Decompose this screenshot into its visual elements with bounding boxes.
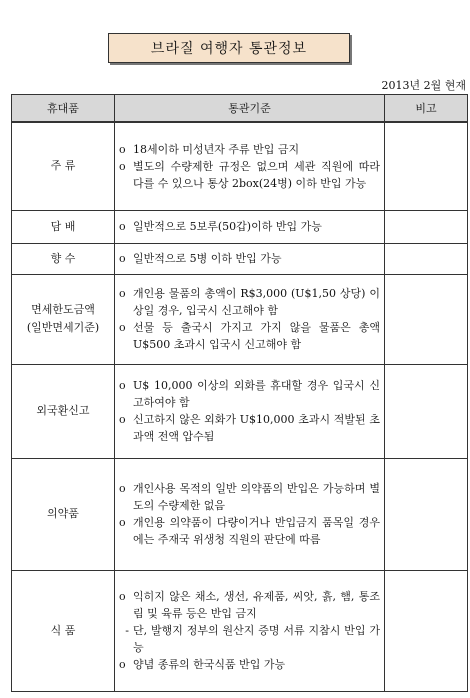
- criteria-cell: [115, 274, 385, 364]
- item-text: 개인용 의약품이 다량이거나 반입금지 품목일 경우에는 주재국 위생청 직원의 판단에 따름: [133, 516, 380, 546]
- notes-cell: [385, 210, 468, 243]
- bullet-marker: o: [119, 658, 126, 671]
- category-cell: [12, 243, 115, 274]
- category-cell: [12, 122, 115, 210]
- category-label: 향 수: [50, 251, 76, 265]
- dash-marker: -: [125, 624, 129, 637]
- bullet-item: [119, 218, 380, 235]
- notes-cell: [385, 570, 468, 691]
- header-items: 휴대품: [12, 95, 115, 123]
- bullet-marker: o: [119, 413, 126, 426]
- criteria-cell: [115, 243, 385, 274]
- bullet-marker: o: [119, 252, 126, 265]
- page-title-box: [108, 33, 350, 63]
- item-text: 별도의 수량제한 규정은 없으며 세관 직원에 따라 다를 수 있으나 통상 2box(24병) 이하 반입 가능: [133, 159, 380, 190]
- category-label: 면세한도금액: [31, 303, 95, 316]
- item-text: 개인사용 목적의 일반 의약품의 반입은 가능하며 별도의 수량제한 없음: [133, 482, 380, 512]
- bullet-marker: o: [119, 482, 126, 495]
- table-header-row: [12, 95, 468, 123]
- bullet-item: [119, 656, 380, 673]
- notes-cell: [385, 274, 468, 364]
- item-text: 신고하지 않은 외화가 U$10,000 초과시 적발된 초과액 전액 압수됨: [133, 413, 380, 443]
- table-row: [12, 210, 468, 243]
- category-cell: [12, 570, 115, 691]
- bullet-marker: o: [119, 220, 126, 233]
- bullet-item: [119, 411, 380, 445]
- item-text: 일반적으로 5보루(50갑)이하 반입 가능: [133, 220, 322, 233]
- criteria-cell: [115, 570, 385, 691]
- category-label: 식 품: [50, 623, 76, 637]
- sub-item: [119, 622, 380, 656]
- category-label: 외국환신고: [36, 404, 90, 417]
- category-label: 담 배: [50, 219, 76, 233]
- bullet-item: [119, 377, 380, 411]
- bullet-item: [119, 141, 380, 158]
- table-row: [12, 458, 468, 570]
- item-text: 18세이하 미성년자 주류 반입 금지: [133, 142, 300, 156]
- table-row: [12, 364, 468, 458]
- table-row: [12, 243, 468, 274]
- bullet-item: [119, 514, 380, 548]
- notes-cell: [385, 458, 468, 570]
- notes-cell: [385, 364, 468, 458]
- table-row: [12, 274, 468, 364]
- criteria-cell: [115, 210, 385, 243]
- criteria-cell: [115, 458, 385, 570]
- category-cell: [12, 364, 115, 458]
- category-sublabel: (일반면세기준): [26, 321, 100, 334]
- bullet-marker: o: [119, 379, 126, 392]
- bullet-marker: o: [119, 516, 126, 529]
- bullet-item: [119, 158, 380, 192]
- bullet-marker: o: [119, 590, 126, 603]
- bullet-item: [119, 588, 380, 622]
- bullet-marker: o: [119, 142, 126, 156]
- header-notes: 비고: [385, 95, 468, 123]
- header-criteria: 통관기준: [115, 95, 385, 123]
- bullet-item: [119, 285, 380, 319]
- criteria-cell: [115, 364, 385, 458]
- notes-cell: [385, 243, 468, 274]
- category-cell: [12, 274, 115, 364]
- bullet-marker: o: [119, 321, 126, 334]
- bullet-marker: o: [119, 159, 126, 173]
- bullet-marker: o: [119, 287, 126, 300]
- category-cell: [12, 458, 115, 570]
- item-text: 익히지 않은 채소, 생선, 유제품, 씨앗, 흙, 햄, 통조림 및 육류 등은 반입 금지: [133, 590, 380, 620]
- item-text: U$ 10,000 이상의 외화를 휴대할 경우 입국시 신고하여야 함: [133, 379, 380, 409]
- customs-table: [11, 94, 468, 692]
- date-label: 2013년 2월 현재: [381, 79, 466, 92]
- table-row: [12, 122, 468, 210]
- notes-cell: [385, 122, 468, 210]
- bullet-item: [119, 319, 380, 353]
- category-label: 주 류: [50, 159, 76, 173]
- category-cell: [12, 210, 115, 243]
- item-text: 양념 종류의 한국식품 반입 가능: [133, 658, 286, 671]
- item-text: 선물 등 출국시 가지고 가지 않을 물품은 총액 U$500 초과시 입국시 신고해야 함: [133, 321, 380, 351]
- table-row: [12, 570, 468, 691]
- category-label: 의약품: [47, 507, 79, 520]
- criteria-cell: [115, 122, 385, 210]
- bullet-item: [119, 480, 380, 514]
- item-text: 개인용 물품의 총액이 R$3,000 (U$1,50 상당) 이상일 경우, 입국시 신고해야 함: [133, 287, 380, 317]
- bullet-item: [119, 250, 380, 267]
- page-title: 브라질 여행자 통관정보: [150, 41, 308, 57]
- item-text: 단, 발행지 정부의 원산지 증명 서류 지참시 반입 가능: [133, 624, 380, 654]
- item-text: 일반적으로 5병 이하 반입 가능: [133, 252, 282, 265]
